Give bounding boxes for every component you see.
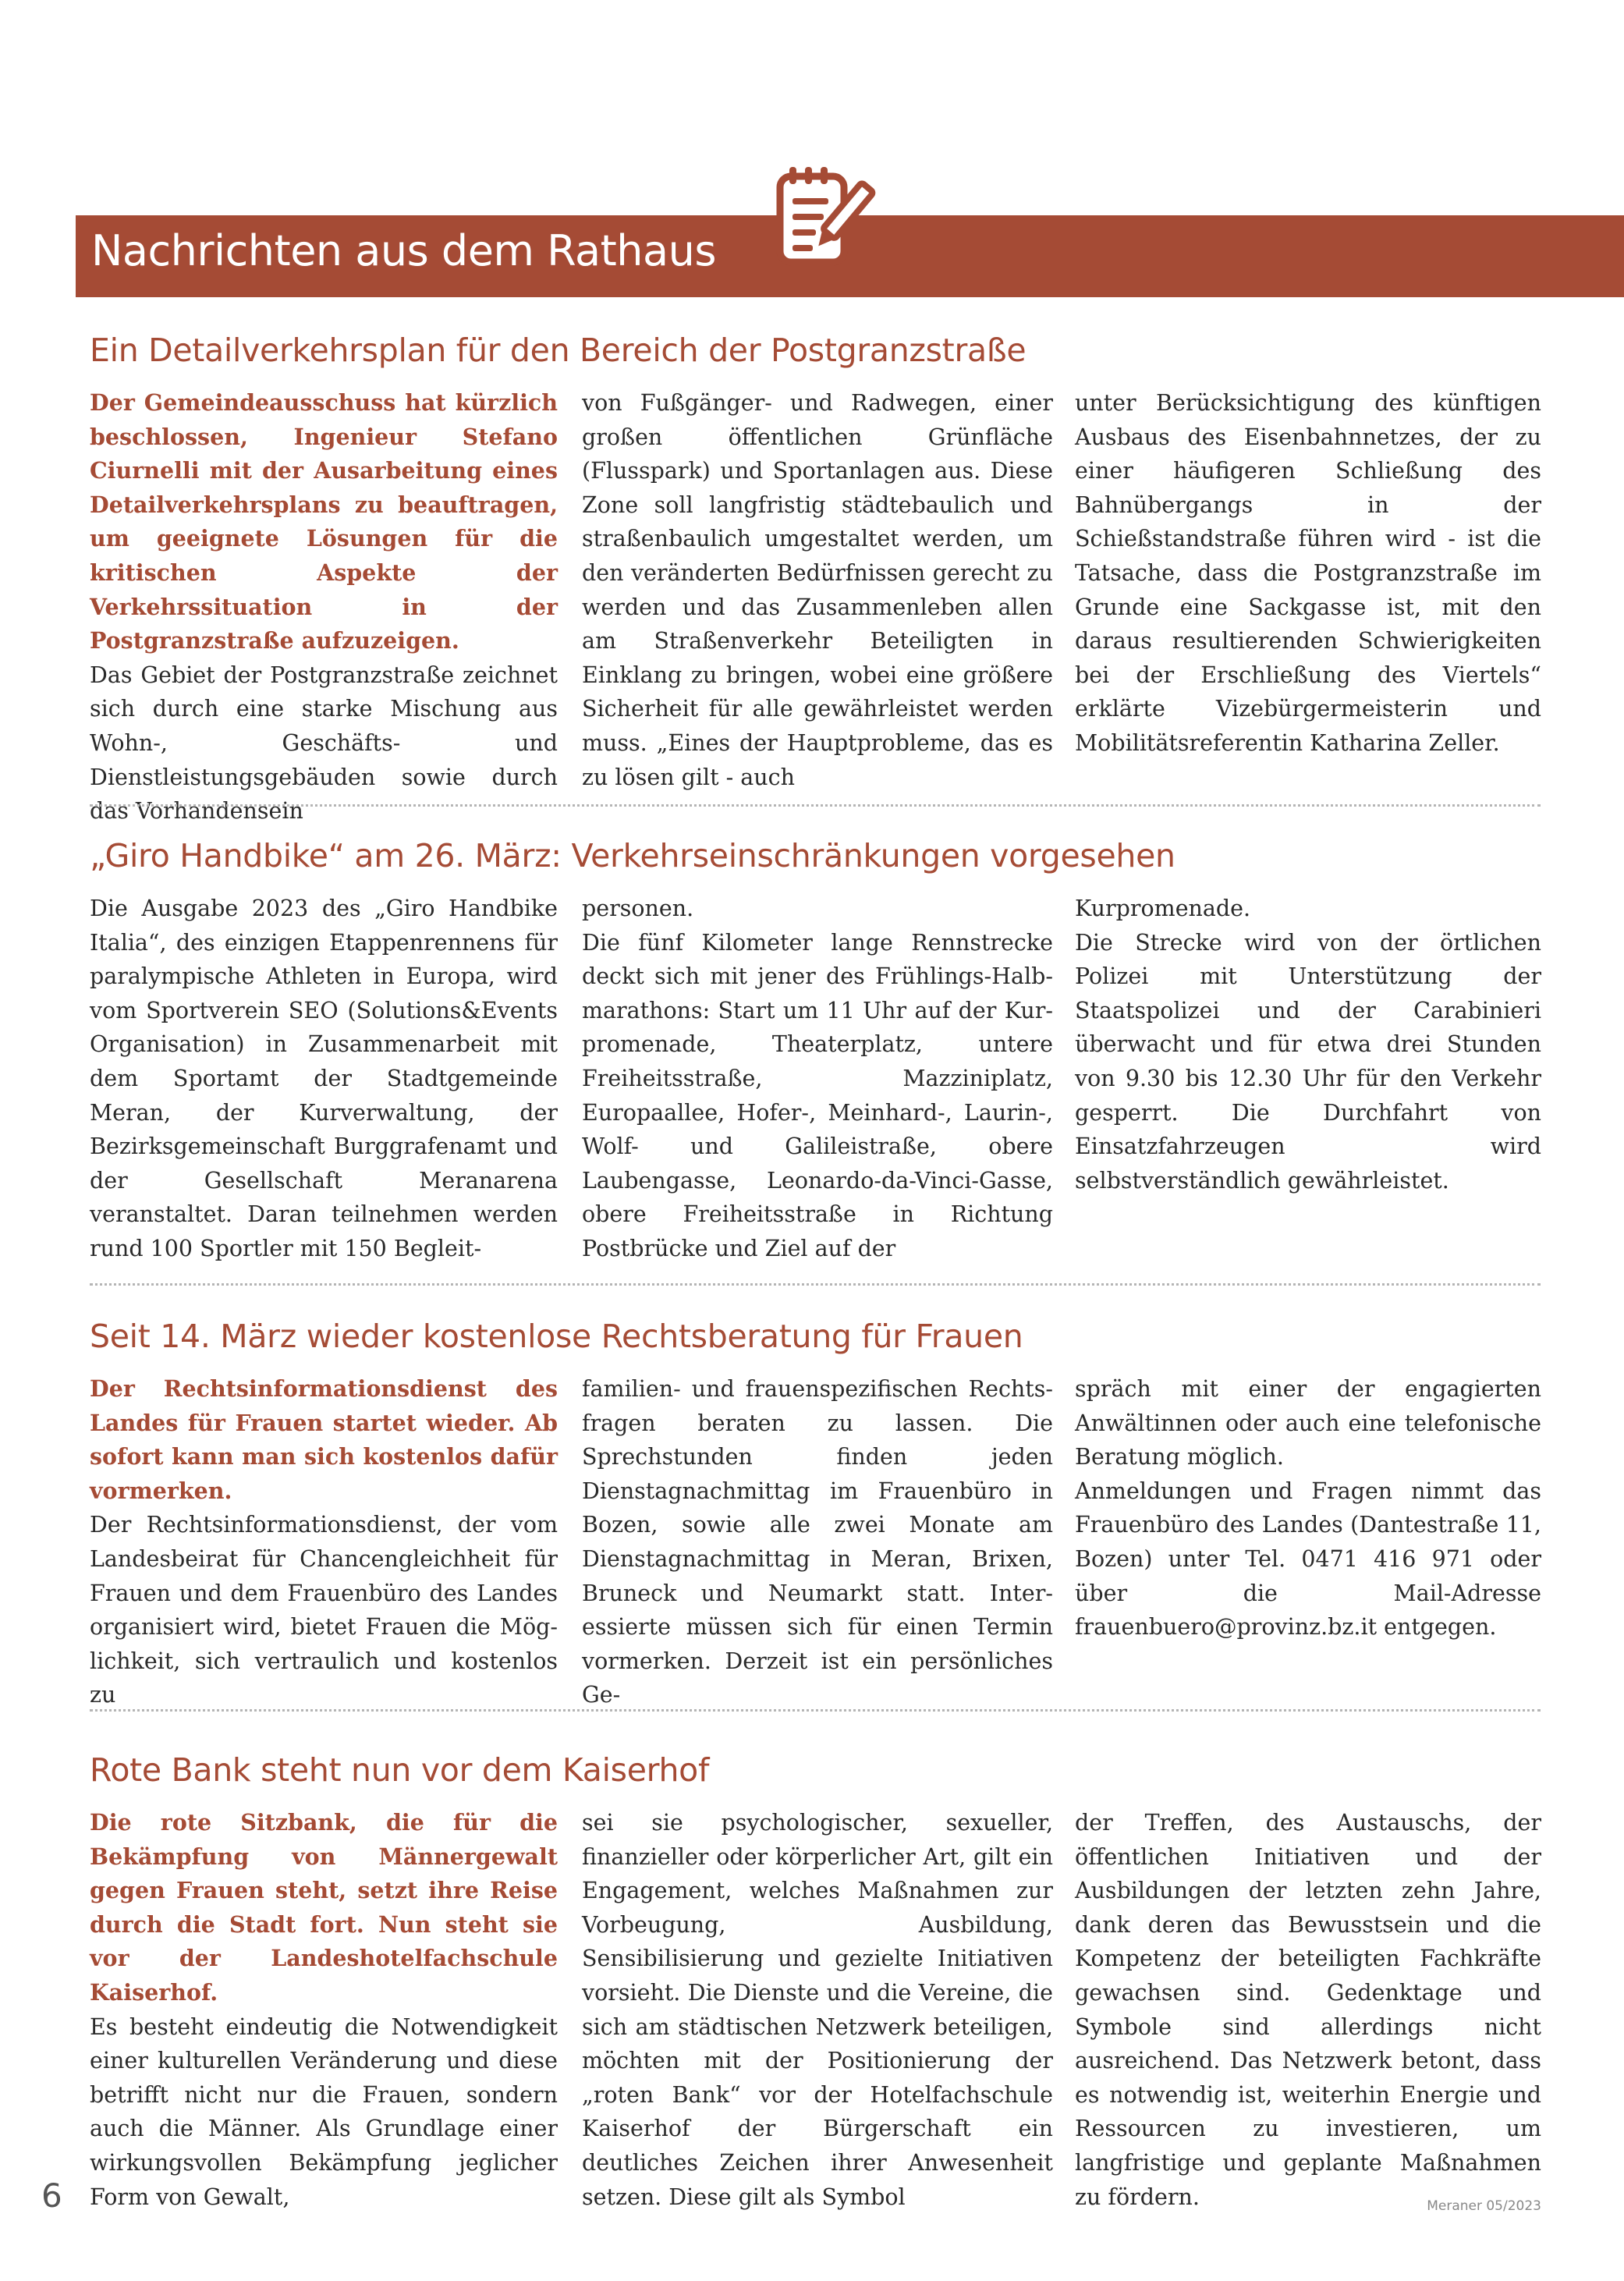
article-column-1 <box>90 892 558 1266</box>
article-column-1 <box>90 1372 558 1712</box>
article-column-2 <box>582 1806 1053 2214</box>
article-paragraph: Kurpromenade. <box>1075 896 1251 921</box>
article-paragraph: Anmeldungen und Fragen nimmt das Frauenbüro des Landes (Dantestraße 11, Bozen) unter Tel. 0471 416 971 oder über die Mail-Adresse frauenbuero@provinz.bz.it entgegen. <box>1075 1478 1541 1641</box>
article-paragraph: Die fünf Kilometer lange Rennstrecke deckt sich mit jener des Frühlings-Halbmarathons: Start um 11 Uhr auf der Kurpromenade, Theaterplatz, untere Freiheitsstraße, Mazziniplatz, Europaallee, Hofer-, Meinhard-, Laurin-, Wolf- und Galileistraße, obere Laubengasse, Leonardo-da-Vinci-Gasse, obere Freiheitsstraße in Richtung Postbrücke und Ziel auf der <box>582 929 1053 1261</box>
article-paragraph: Es besteht eindeutig die Notwendigkeit einer kulturellen Veränderung und diese betrifft nicht nur die Frauen, sondern auch die Männer. Als Grundlage einer wirkungsvollen Bekämpfung jeglicher Form von Gewalt, <box>90 2013 558 2210</box>
article-separator <box>90 804 1541 807</box>
article-paragraph: unter Berücksichtigung des künftigen Ausbaus des Eisenbahnnetzes, der zu einer häufigeren Schließung des Bahnübergangs in der Schießstandstraße führen wird - ist die Tatsache, dass die Postgranzstraße im Grunde eine Sackgasse ist, mit den daraus resultierenden Schwierigkeiten bei der Erschließung des Viertels“ erklärte Vizebürgermeisterin und Mobilitätsreferentin Katharina Zeller. <box>1075 390 1541 756</box>
article-giro-handbike <box>90 837 1541 1261</box>
article-column-1 <box>90 386 558 828</box>
article-separator <box>90 1709 1541 1712</box>
article-headline: Ein Detailverkehrsplan für den Bereich der Postgranzstraße <box>90 332 1027 369</box>
article-paragraph: Die Ausgabe 2023 des „Giro Handbike Italia“, des einzigen Etappenrennens für paralympische Athleten in Europa, wird vom Sportverein SEO (Solutions&Events Organisation) in Zusammenarbeit mit dem Sportamt der Stadtgemeinde Meran, der Kurverwaltung, der Bezirksgemeinschaft Burggrafenamt und der Gesellschaft Meranarena veranstaltet. Daran teilnehmen werden rund 100 Sportler mit 150 Begleit- <box>90 896 558 1261</box>
article-lead: Der Rechtsinformationsdienst des Landes für Frauen startet wieder. Ab sofort kann man sich kostenlos dafür vormerken. <box>90 1375 558 1504</box>
article-headline: „Giro Handbike“ am 26. März: Verkehrseinschränkungen vorgesehen <box>90 837 1175 874</box>
article-paragraph: von Fußgänger- und Radwegen, einer großen öffentlichen Grünfläche (Flusspark) und Sportanlagen aus. Diese Zone soll langfristig städtebaulich und straßenbaulich umgestaltet werden, um den veränderten Bedürfnissen gerecht zu werden und das Zusammenleben allen am Straßenverkehr Beteiligten in Einklang zu bringen, wobei eine größere Sicherheit für alle gewährleistet werden muss. „Eines der Hauptprobleme, das es zu lösen gilt - auch <box>582 390 1053 790</box>
article-paragraph: spräch mit einer der engagierten Anwältinnen oder auch eine telefonische Beratung möglich. <box>1075 1376 1541 1470</box>
article-paragraph: personen. <box>582 896 694 921</box>
article-paragraph: der Treffen, des Austauschs, der öffentlichen Initiativen und der Ausbildungen der letzten zehn Jahre, dank deren das Bewusstsein und die Kompetenz der beteiligten Fachkräfte gewachsen sind. Gedenktage und Symbole sind allerdings nicht ausreichend. Das Netzwerk betont, dass es notwendig ist, weiterhin Energie und Ressourcen zu investieren, um langfristige und geplante Maßnahmen zu fördern. <box>1075 1810 1541 2210</box>
article-rechtsberatung <box>90 1318 1541 1708</box>
article-detailverkehrsplan <box>90 332 1541 825</box>
article-column-2 <box>582 1372 1053 1712</box>
article-lead: Die rote Sitzbank, die für die Bekämpfung von Männergewalt gegen Frauen steht, setzt ihre Reise durch die Stadt fort. Nun steht sie vor der Landeshotelfachschule Kaiserhof. <box>90 1809 558 2006</box>
article-headline: Rote Bank steht nun vor dem Kaiserhof <box>90 1751 710 1789</box>
article-paragraph: Die Strecke wird von der örtlichen Polizei mit Unterstützung der Staatspolizei und der Carabinieri überwacht und für etwa drei Stunden von 9.30 bis 12.30 Uhr für den Verkehr gesperrt. Die Durchfahrt von Einsatzfahrzeugen wird selbstverständlich gewährleistet. <box>1075 929 1541 1194</box>
article-separator <box>90 1283 1541 1286</box>
article-column-3 <box>1075 386 1541 761</box>
article-column-1 <box>90 1806 558 2214</box>
article-column-2 <box>582 386 1053 794</box>
article-column-3 <box>1075 1806 1541 2214</box>
article-paragraph: Das Gebiet der Postgranzstraße zeichnet sich durch eine starke Mischung aus Wohn-, Geschäfts- und Dienstleistungsgebäuden sowie durch das Vorhandensein <box>90 662 558 825</box>
page-number: 6 <box>41 2176 62 2215</box>
article-column-2 <box>582 892 1053 1266</box>
notepad-pencil-icon <box>761 162 878 279</box>
article-column-3 <box>1075 1372 1541 1644</box>
article-paragraph: Der Rechtsinformationsdienst, der vom Landesbeirat für Chancengleichheit für Frauen und dem Frauenbüro des Landes organisiert wird, bietet Frauen die Möglichkeit, sich vertraulich und kostenlos zu <box>90 1512 558 1708</box>
article-headline: Seit 14. März wieder kostenlose Rechtsberatung für Frauen <box>90 1318 1023 1355</box>
article-column-3 <box>1075 892 1541 1197</box>
article-lead: Der Gemeindeausschuss hat kürzlich beschlossen, Ingenieur Stefano Ciurnelli mit der Ausarbeitung eines Detailverkehrsplans zu beauftragen, um geeignete Lösungen für die kritischen Aspekte der Verkehrssituation in der Postgranzstraße aufzuzeigen. <box>90 389 558 655</box>
article-paragraph: sei sie psychologischer, sexueller, finanzieller oder körperlicher Art, gilt ein Engagement, welches Maßnahmen zur Vorbeugung, Ausbildung, Sensibilisierung und gezielte Initiativen vorsieht. Die Dienste und die Vereine, die sich am städtischen Netzwerk beteiligen, möchten mit der Positionierung der „roten Bank“ vor der Hotelfachschule Kaiserhof der Bürgerschaft ein deutliches Zeichen ihrer Anwesenheit setzen. Diese gilt als Symbol <box>582 1810 1053 2210</box>
article-paragraph: familien- und frauenspezifischen Rechtsfragen beraten zu lassen. Die Sprechstunden finden jeden Dienstagnachmittag im Frauenbüro in Bozen, sowie alle zwei Monate am Dienstagnachmittag in Meran, Brixen, Bruneck und Neumarkt statt. Interessierte müssen sich für einen Termin vormerken. Derzeit ist ein persönliches Ge- <box>582 1376 1053 1708</box>
section-title: Nachrichten aus dem Rathaus <box>91 226 716 275</box>
issue-label: Meraner 05/2023 <box>1427 2198 1541 2214</box>
